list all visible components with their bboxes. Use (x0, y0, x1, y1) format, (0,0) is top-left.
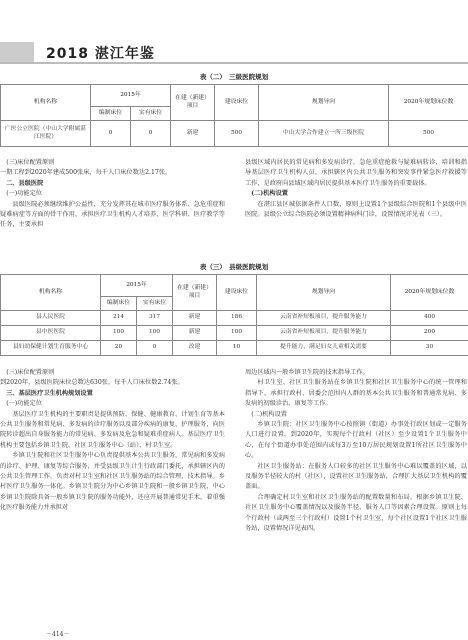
paragraph: 县级区域内居民的常见病和多发病诊疗、急危重症抢救与疑难病转诊，培训和指导基层医疗卫生机构人员，承担辖区内公共卫生服务和突发事件紧急医疗救援等工作，是政府向县域区域内居民提供基本医疗卫生服务的重要载体。 (245, 159, 467, 187)
cell-beds-plan: 0 (91, 121, 131, 147)
th-2020: 2020年规划床位数 (389, 85, 468, 121)
cell-beds-plan: 20 (101, 341, 137, 356)
header-title: 湛江年鉴 (94, 46, 155, 62)
paragraph: 周边区域内一般乡镇卫生院的技术指导工作。 (245, 369, 369, 376)
cell-beds-plan: 214 (101, 311, 137, 326)
th-2020: 2020年规划床位数 (391, 275, 468, 311)
th-2015: 2015年 (101, 275, 173, 297)
cell-2020: 500 (389, 121, 468, 147)
paragraph: 村卫生室、社区卫生服务站在乡镇卫生院和社区卫生服务中心的统一管理和指导下，承担行政村、居委会范围内人群的基本公共卫生服务和普通常见病、多发病的初级诊治、康复等工作。 (245, 379, 467, 408)
paragraph: 基层医疗卫生机构的主要职责是提供预防、保健、健康教育、计划生育等基本公共卫生服务和常见病、多发病的诊疗服务以及部分疾病的康复、护理服务，向医院转诊超出自身服务能力的常见病、多发病及危急和疑难重症病人。基层医疗卫生机构主要包括乡镇卫生院、社区卫生服务中心（站）、村卫生室。 (0, 410, 225, 449)
th-new-flag: 在建（新建）项目 (171, 85, 215, 121)
section1-right-column (245, 158, 467, 220)
section-heading: (二)机构设置 (251, 410, 287, 418)
section2-right-column (245, 368, 467, 535)
cell-new-flag: 改建 (173, 341, 217, 356)
cell-2020: 200 (391, 326, 468, 341)
cell-plan: 云南省补短板项目，提升服务能力 (257, 311, 391, 326)
section-heading: 二、县级医院 (6, 179, 44, 187)
table2-caption: 表（三） 县级医院规划 (199, 263, 269, 271)
paragraph: 一期工程到2020年建成500张床，每千人口床位数达2.17张。 (0, 169, 172, 177)
table-row (1, 121, 468, 147)
th-build-beds: 建设床位 (217, 275, 257, 311)
th-beds-actual: 实有床位 (137, 297, 173, 311)
section-heading: (一)功能定位 (6, 400, 42, 408)
th-beds-actual: 实有床位 (131, 107, 171, 121)
cell-beds-plan: 100 (101, 326, 137, 341)
cell-2020: 30 (391, 341, 468, 356)
cell-2020: 400 (391, 311, 468, 326)
cell-name: 县中医医院 (1, 326, 101, 341)
paragraph: 合理确定村卫生室和社区卫生服务站的配置数量和布局，根据乡镇卫生院、社区卫生服务中心覆盖情况以及服务半径、服务人口等因素合理设置。原则上每个行政村（或两至三个行政村）设置1个村卫生室，每个社区设置1个社区卫生服务站，设置情况详见表四。 (245, 493, 467, 533)
cell-name: 县妇幼保健计划生育服务中心 (1, 341, 101, 356)
th-2015: 2015年 (91, 85, 171, 107)
cell-build-beds: 10 (217, 341, 257, 356)
section-heading: (二)机构设置 (251, 190, 288, 198)
section-heading: (一)功能定位 (6, 190, 42, 198)
header-year: 2018 (46, 46, 89, 62)
paragraph: 县级医院必须继续维护公益性，充分发挥其在城市医疗服务体系、急危重症和疑难病症等方面的骨干作用，承担医疗卫生机构人才培养、医学科研、医疗教学等任务，主要承担 (0, 200, 225, 229)
th-name: 机构名称 (1, 275, 101, 311)
paragraph: 社区卫生服务站：在服务人口较多的社区卫生服务中心难以覆盖的区域，以及服务半径较大的村（社区），设置社区卫生服务站，合理扩大基层卫生机构的覆盖面。 (245, 462, 467, 491)
th-new-flag: 在建（新建）项目 (173, 275, 217, 311)
cell-new-flag: 新建 (171, 121, 215, 147)
table-county-hospitals (0, 274, 468, 356)
page-number: －414－ (46, 631, 70, 638)
cell-name: 广医公立医院（中山大学附属湛江医院） (1, 121, 91, 147)
paragraph: 在湛江县区城依据条件人口数，原则上设置1个县级综合医院和1个县级中医医院。县级公立综合医院必须设置精神病科门诊，设置情况详见表（三）。 (245, 200, 467, 219)
table1-caption: 表（二） 三级医院规划 (199, 73, 269, 81)
paragraph: 乡镇卫生院和社区卫生服务中心负责提供基本公共卫生服务，常见病和多发病的诊疗、护理、康复等综合服务，并受县级卫生计生行政部门委托，承担辖区内的公共卫生管理工作，负责对村卫生室和社区卫生服务站的综合管理、技术指导。乡村医疗卫生服务一体化。乡镇卫生院分为中心乡镇卫生院和一般乡镇卫生院，中心乡镇卫生院除具备一般乡镇卫生院的服务功能外，还应开展普通常见手术，着重强化医疗服务能力并承担对 (0, 452, 225, 512)
table-tertiary-hospitals (0, 84, 468, 147)
cell-beds-actual: 0 (137, 341, 173, 356)
yearbook-header (46, 43, 155, 63)
header-decor-block (0, 42, 34, 62)
section-heading: 三、基层医疗卫生机构规划设置 (6, 389, 93, 397)
th-plan: 规划导向 (257, 275, 391, 311)
header-rule (0, 62, 468, 64)
cell-plan: 中山大学合作建立一所三级医院 (259, 121, 389, 147)
cell-beds-actual: 317 (137, 311, 173, 326)
section1-left-column (0, 158, 225, 231)
section2-left-column (0, 368, 225, 514)
cell-build-beds: 500 (215, 121, 259, 147)
th-build-beds: 建设床位 (215, 85, 259, 121)
section-heading: (三)床位配置原则 (6, 159, 55, 166)
section-heading: (三)床位配置原则 (6, 369, 55, 376)
table-row (1, 326, 468, 341)
table-row (1, 341, 468, 356)
th-plan: 规划导向 (259, 85, 389, 121)
cell-plan: 云南省补短板项目，提升服务能力 (257, 326, 391, 341)
paragraph: 到2020年，县级医院床位总数达630张，每千人口床位数2.74张。 (0, 379, 184, 387)
paragraph: 乡镇卫生院：社区卫生服务中心按照镇（街道）办事处行政区划或一定服务人口进行设置。到2020年，实现每个行政村（社区）至少设置1个卫生服务中心，在每个街道办事处范围内或每3万至10万居民规划设置1所社区卫生服务中心。 (245, 421, 467, 460)
th-name: 机构名称 (1, 85, 91, 121)
cell-plan: 提升能力，满足妇女儿童相关需要 (257, 341, 391, 356)
cell-build-beds: 186 (217, 311, 257, 326)
th-beds-plan: 编制床位 (101, 297, 137, 311)
th-beds-plan: 编制床位 (91, 107, 131, 121)
cell-beds-actual: 0 (131, 121, 171, 147)
cell-new-flag: 新建 (173, 326, 217, 341)
cell-build-beds: 100 (217, 326, 257, 341)
cell-beds-actual: 100 (137, 326, 173, 341)
cell-name: 县人民医院 (1, 311, 101, 326)
table-row (1, 311, 468, 326)
cell-new-flag: 新建 (173, 311, 217, 326)
